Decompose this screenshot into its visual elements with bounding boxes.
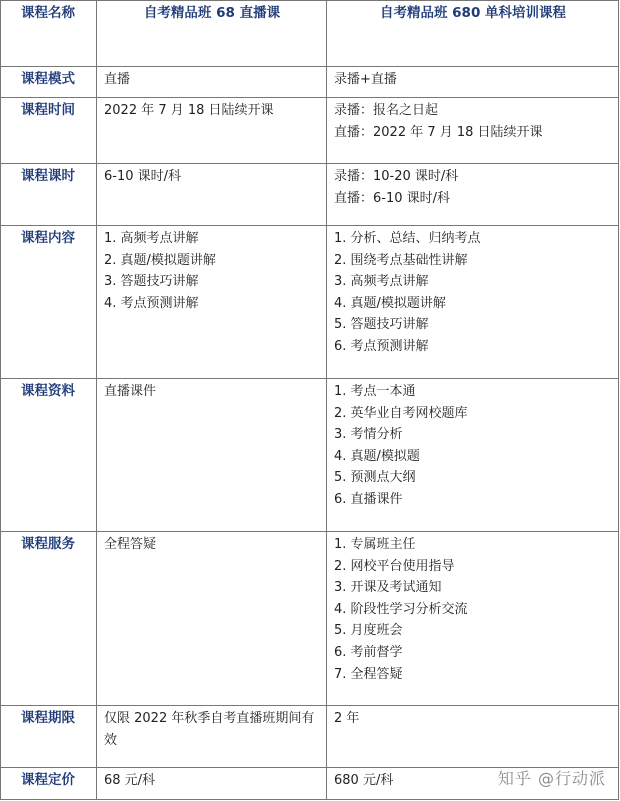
row-label: 课程定价 bbox=[1, 768, 97, 800]
list-item: 4. 真题/模拟题 bbox=[334, 448, 420, 464]
list-item: 1. 分析、总结、归纳考点 bbox=[334, 231, 481, 246]
cell-68 bbox=[97, 706, 327, 768]
list-item: 1. 专属班主任 bbox=[334, 537, 416, 552]
cell-680 bbox=[327, 706, 619, 768]
cell-text: 录播：10-20 课时/科 bbox=[334, 169, 459, 184]
cell-68 bbox=[97, 379, 327, 532]
row-materials bbox=[1, 379, 619, 532]
cell-680 bbox=[327, 226, 619, 379]
cell-68 bbox=[97, 67, 327, 98]
list-item: 7. 全程答疑 bbox=[334, 666, 403, 682]
header-course-68: 自考精品班 68 直播课 bbox=[97, 1, 327, 67]
cell-68 bbox=[97, 226, 327, 379]
cell-text: 直播 bbox=[104, 72, 131, 87]
row-label: 课程内容 bbox=[1, 226, 97, 379]
list-item: 3. 答题技巧讲解 bbox=[104, 274, 199, 290]
list-item: 2. 围绕考点基础性讲解 bbox=[334, 252, 468, 268]
list-item: 4. 考点预测讲解 bbox=[104, 295, 199, 311]
header-course-680: 自考精品班 680 单科培训课程 bbox=[327, 1, 619, 67]
row-mode bbox=[1, 67, 619, 98]
row-hours bbox=[1, 164, 619, 226]
cell-68 bbox=[97, 164, 327, 226]
list-item: 6. 考前督学 bbox=[334, 644, 403, 660]
cell-680 bbox=[327, 164, 619, 226]
cell-text: 录播+直播 bbox=[334, 72, 397, 87]
list-item: 3. 开课及考试通知 bbox=[334, 580, 442, 596]
cell-text: 录播：报名之日起 bbox=[334, 103, 439, 118]
row-label: 课程期限 bbox=[1, 706, 97, 768]
row-term bbox=[1, 706, 619, 768]
cell-text: 直播课件 bbox=[104, 384, 157, 399]
row-label: 课程课时 bbox=[1, 164, 97, 226]
header-label: 课程名称 bbox=[1, 1, 97, 67]
row-time bbox=[1, 98, 619, 164]
cell-text: 仅限 2022 年秋季自考直播班期间有效 bbox=[104, 711, 315, 748]
cell-text: 直播：6-10 课时/科 bbox=[334, 190, 451, 206]
list-item: 4. 阶段性学习分析交流 bbox=[334, 601, 468, 617]
row-label: 课程模式 bbox=[1, 67, 97, 98]
cell-text: 2022 年 7 月 18 日陆续开课 bbox=[104, 103, 274, 118]
header-row bbox=[1, 1, 619, 67]
list-item: 6. 考点预测讲解 bbox=[334, 338, 429, 354]
row-label: 课程服务 bbox=[1, 532, 97, 706]
row-label: 课程资料 bbox=[1, 379, 97, 532]
list-item: 4. 真题/模拟题讲解 bbox=[334, 295, 446, 311]
list-item: 2. 真题/模拟题讲解 bbox=[104, 252, 216, 268]
list-item: 2. 网校平台使用指导 bbox=[334, 558, 455, 574]
list-item: 3. 考情分析 bbox=[334, 427, 403, 443]
list-item: 6. 直播课件 bbox=[334, 491, 403, 507]
list-item: 1. 考点一本通 bbox=[334, 384, 416, 399]
cell-text: 全程答疑 bbox=[104, 537, 157, 552]
cell-text: 680 元/科 bbox=[334, 773, 394, 788]
cell-68 bbox=[97, 768, 327, 800]
list-item: 5. 预测点大纲 bbox=[334, 470, 416, 486]
cell-68 bbox=[97, 98, 327, 164]
cell-68 bbox=[97, 532, 327, 706]
list-item: 3. 高频考点讲解 bbox=[334, 274, 429, 290]
row-content bbox=[1, 226, 619, 379]
row-service bbox=[1, 532, 619, 706]
cell-680 bbox=[327, 98, 619, 164]
cell-680 bbox=[327, 532, 619, 706]
cell-680 bbox=[327, 67, 619, 98]
cell-text: 直播：2022 年 7 月 18 日陆续开课 bbox=[334, 124, 543, 140]
list-item: 5. 答题技巧讲解 bbox=[334, 317, 429, 333]
cell-680 bbox=[327, 379, 619, 532]
cell-text: 6-10 课时/科 bbox=[104, 169, 182, 184]
list-item: 5. 月度班会 bbox=[334, 623, 403, 639]
list-item: 2. 英华业自考网校题库 bbox=[334, 405, 468, 421]
cell-text: 68 元/科 bbox=[104, 773, 156, 788]
row-label: 课程时间 bbox=[1, 98, 97, 164]
cell-text: 2 年 bbox=[334, 711, 360, 726]
zhihu-watermark: 知乎 @行动派 bbox=[497, 769, 606, 788]
list-item: 1. 高频考点讲解 bbox=[104, 231, 199, 246]
